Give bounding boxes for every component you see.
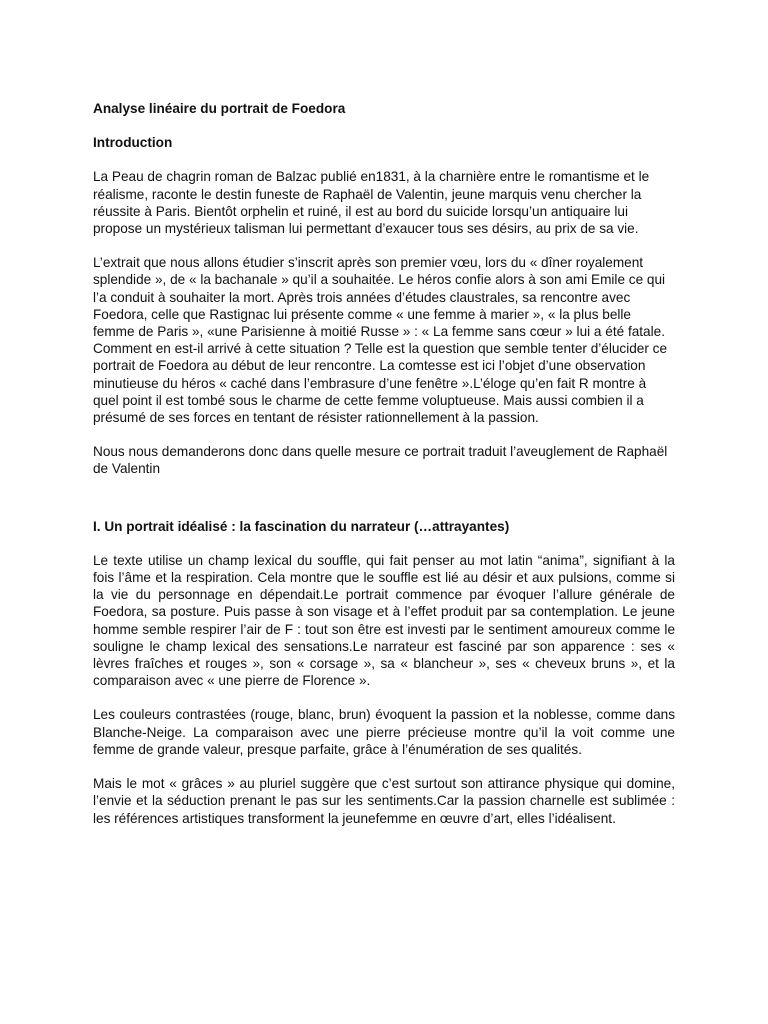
section1-paragraph-2: Les couleurs contrastées (rouge, blanc, brun) évoquent la passion et la noblesse, comme dans Blanche-Neige. La comparaison avec une pierre précieuse montre qu’il la voit comme une femme de grande valeur, presque parfaite, grâce à l’énumération de ses qualités.: [93, 707, 675, 757]
section1-heading: I. Un portrait idéalisé : la fascination du narrateur (…attrayantes): [93, 518, 510, 534]
document-title: Analyse linéaire du portrait de Foedora: [93, 101, 346, 116]
intro-paragraph-2: L’extrait que nous allons étudier s’inscrit après son premier vœu, lors du « dîner royalement splendide », de « la bachanale » qu’il a souhaitée. Le héros confie alors à son ami Emile ce qui l’a conduit à souhaiter la mort. Après trois années d’études claustrales, sa rencontre avec Foedora, celle que Rastignac lui présente comme « une femme à marier », « la plus belle femme de Paris », «une Parisienne à moitié Russe » : « La femme sans cœur » lui a été fatale. Comment en est-il arrivé à cette situation ? Telle est la question que semble tenter d’élucider ce portrait de Foedora au début de leur rencontre. La comtesse est ici l’objet d’une observation minutieuse du héros « caché dans l’embrasure d’une fenêtre ».L’éloge qu’en fait R montre à quel point il est tombé sous le charme de cette femme voluptueuse. Mais aussi combien il a présumé de ses forces en tentant de résister rationnellement à la passion.: [93, 255, 668, 426]
section1-paragraph-3: Mais le mot « grâces » au pluriel suggère que c’est surtout son attirance physique qui domine, l’envie et la séduction prenant le pas sur les sentiments.Car la passion charnelle est sublimée : les références artistiques transforment la jeunefemme en œuvre d’art, elles l’idéalisent.: [93, 776, 675, 826]
intro-paragraph-3: Nous nous demanderons donc dans quelle mesure ce portrait traduit l’aveuglement de Raphaël de Valentin: [93, 444, 668, 477]
section1-paragraph-1: Le texte utilise un champ lexical du souffle, qui fait penser au mot latin “anima”, signifiant à la fois l’âme et la respiration. Cela montre que le souffle est lié au désir et aux pulsions, comme si la vie du personnage en dépendait.Le portrait commence par évoquer l’allure générale de Foedora, sa posture. Puis passe à son visage et à l’effet produit par sa contemplation. Le jeune homme semble respirer l’air de F : tout son être est investi par le sentiment amoureux comme le souligne le champ lexical des sensations.Le narrateur est fasciné par son apparence : ses « lèvres fraîches et rouges », son « corsage », sa « blancheur », ses « cheveux bruns », et la comparaison avec « une pierre de Florence ».: [93, 552, 675, 689]
document-page: [93, 100, 675, 844]
intro-heading: Introduction: [93, 135, 173, 151]
intro-paragraph-1: La Peau de chagrin roman de Balzac publié en1831, à la charnière entre le romantisme et le réalisme, raconte le destin funeste de Raphaël de Valentin, jeune marquis venu chercher la réussite à Paris. Bientôt orphelin et ruiné, il est au bord du suicide lorsqu’un antiquaire lui propose un mystérieux talisman lui permettant d’exaucer tous ses désirs, au prix de sa vie.: [93, 169, 650, 237]
